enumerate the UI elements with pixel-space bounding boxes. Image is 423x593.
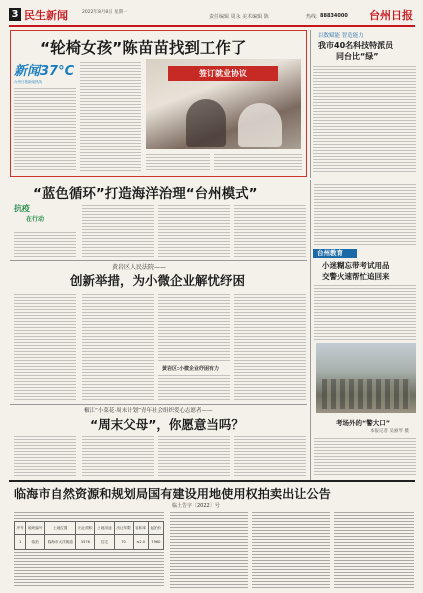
right-col-photo-caption: 考场外的“警大口” (336, 419, 391, 427)
lead-photo (146, 59, 301, 149)
table-cell: 1 (15, 535, 26, 550)
ocean-headline: “蓝色循环”打造海洋治理“台州模式” (33, 186, 258, 202)
badge-line-2: 在行动 (26, 216, 45, 223)
photo-banner (168, 66, 278, 81)
court-body-4 (234, 292, 306, 402)
weekend-rule (10, 404, 307, 405)
news-37-logo (14, 60, 74, 85)
ocean-body-2 (82, 203, 154, 258)
table-cell: 70 (114, 535, 133, 550)
table-header-cell: 出让面积 (76, 522, 95, 535)
court-subhead: 黄岩区:小微企业纾困有力 (162, 366, 220, 372)
table-cell: 临海市大洋街道 (45, 535, 76, 550)
table-header-cell: 出让年限 (114, 522, 133, 535)
right-col-body-2 (314, 283, 416, 341)
court-body-1 (14, 292, 76, 402)
badge-line-1: 抗疫 (14, 204, 30, 213)
anti-epidemic-badge (14, 203, 58, 227)
right-col-headline-1: 小迷糊忘带考试用品 (322, 261, 390, 270)
table-header-cell: 序号 (15, 522, 26, 535)
table-cell: 临拍 (26, 535, 45, 550)
court-headline: 创新举措，为小微企业解忧纾困 (70, 273, 246, 288)
table-cell: 住宅 (95, 535, 114, 550)
notice-body-3 (252, 510, 330, 588)
right-col-photo-credit: 本报记者 吴丽琴 摄 (370, 429, 409, 434)
court-rule (10, 260, 307, 261)
court-body-2 (82, 292, 154, 402)
lead-body-mid (80, 60, 141, 172)
ocean-body-4 (234, 203, 306, 258)
notice-body-2 (170, 510, 248, 588)
section-tag-text: 台州教育 (317, 249, 343, 257)
column-divider-right (310, 180, 311, 480)
hotline-label: 热线: (306, 14, 318, 20)
notice-headline: 临海市自然资源和规划局国有建设用地使用权拍卖出让公告 (14, 487, 331, 501)
page-number: 3 (9, 8, 21, 21)
notice-intro (14, 510, 164, 519)
table-header-cell: 土地位置 (45, 522, 76, 535)
table-header-cell: 地块编号 (26, 522, 45, 535)
table-header-cell: 土地用途 (95, 522, 114, 535)
lead-headline: “轮椅女孩”陈苗苗找到工作了 (40, 39, 247, 57)
table-header-cell: 起拍价 (148, 522, 163, 535)
photo-figure-right (238, 103, 282, 147)
ocean-body-3 (158, 203, 230, 258)
editors: 责任编辑 周永 美术编辑 陈 (209, 14, 269, 20)
table-cell: 3376 (76, 535, 95, 550)
right-col-headline-2: 交警火速帮忙追回来 (322, 272, 390, 281)
notice-rule-top (9, 480, 415, 482)
table-cell: ≤2.0 (133, 535, 148, 550)
notice-table-header-row (15, 522, 164, 535)
weekend-kicker: 椒江“小菜花·周末计划”青年社会组织爱心志愿者—— (84, 408, 213, 414)
header-rule (9, 25, 415, 27)
weekend-body-3 (158, 434, 230, 476)
notice-table (14, 521, 164, 550)
notice-body-4 (334, 510, 414, 588)
photo-banner-text: 签订就业协议 (199, 69, 247, 78)
table-cell: 7960 (148, 535, 163, 550)
weekend-headline: “周末父母”，你愿意当吗？ (90, 417, 244, 432)
court-kicker: 黄岩区人民法院—— (112, 264, 167, 271)
lead-photo-caption (146, 152, 210, 172)
table-header-cell: 容积率 (133, 522, 148, 535)
weekend-body-1 (14, 434, 76, 476)
column-divider-top (310, 30, 311, 178)
weekend-body-4 (234, 434, 306, 476)
ocean-body-1 (14, 230, 76, 258)
section-name: 民生新闻 (24, 9, 68, 22)
right-col-body-1 (314, 182, 416, 246)
news-37-brand: 新闻37°C (14, 64, 75, 79)
lead-body-left (14, 86, 76, 172)
page-header (9, 7, 415, 25)
section-tag (313, 249, 357, 258)
right-top-headline-1: 我市40名科技特派员 (318, 41, 394, 50)
right-col-photo (316, 343, 416, 413)
photo-figure-left (186, 99, 226, 147)
notice-doc-number: 临土告字〔2022〕号 (172, 503, 220, 509)
notice-body-1 (14, 550, 164, 588)
hotline-number: 88834000 (320, 13, 348, 19)
right-top-kicker: 以数赋能 智造能力 (318, 33, 364, 39)
news-37-sub: 台州日报新闻热线 (14, 80, 42, 84)
notice-table-row (15, 535, 164, 550)
right-top-body (313, 64, 416, 172)
issue-date: 2022年8月8日 星期一 (82, 10, 128, 15)
weekend-body-2 (82, 434, 154, 476)
photo-crowd (322, 379, 410, 409)
court-body-3 (158, 292, 230, 362)
right-col-body-3 (314, 436, 416, 476)
lead-body-right (214, 152, 302, 172)
masthead: 台州日报 (369, 9, 413, 22)
right-top-headline-2: 同台比“绿” (336, 52, 379, 61)
court-body-5 (158, 373, 230, 402)
